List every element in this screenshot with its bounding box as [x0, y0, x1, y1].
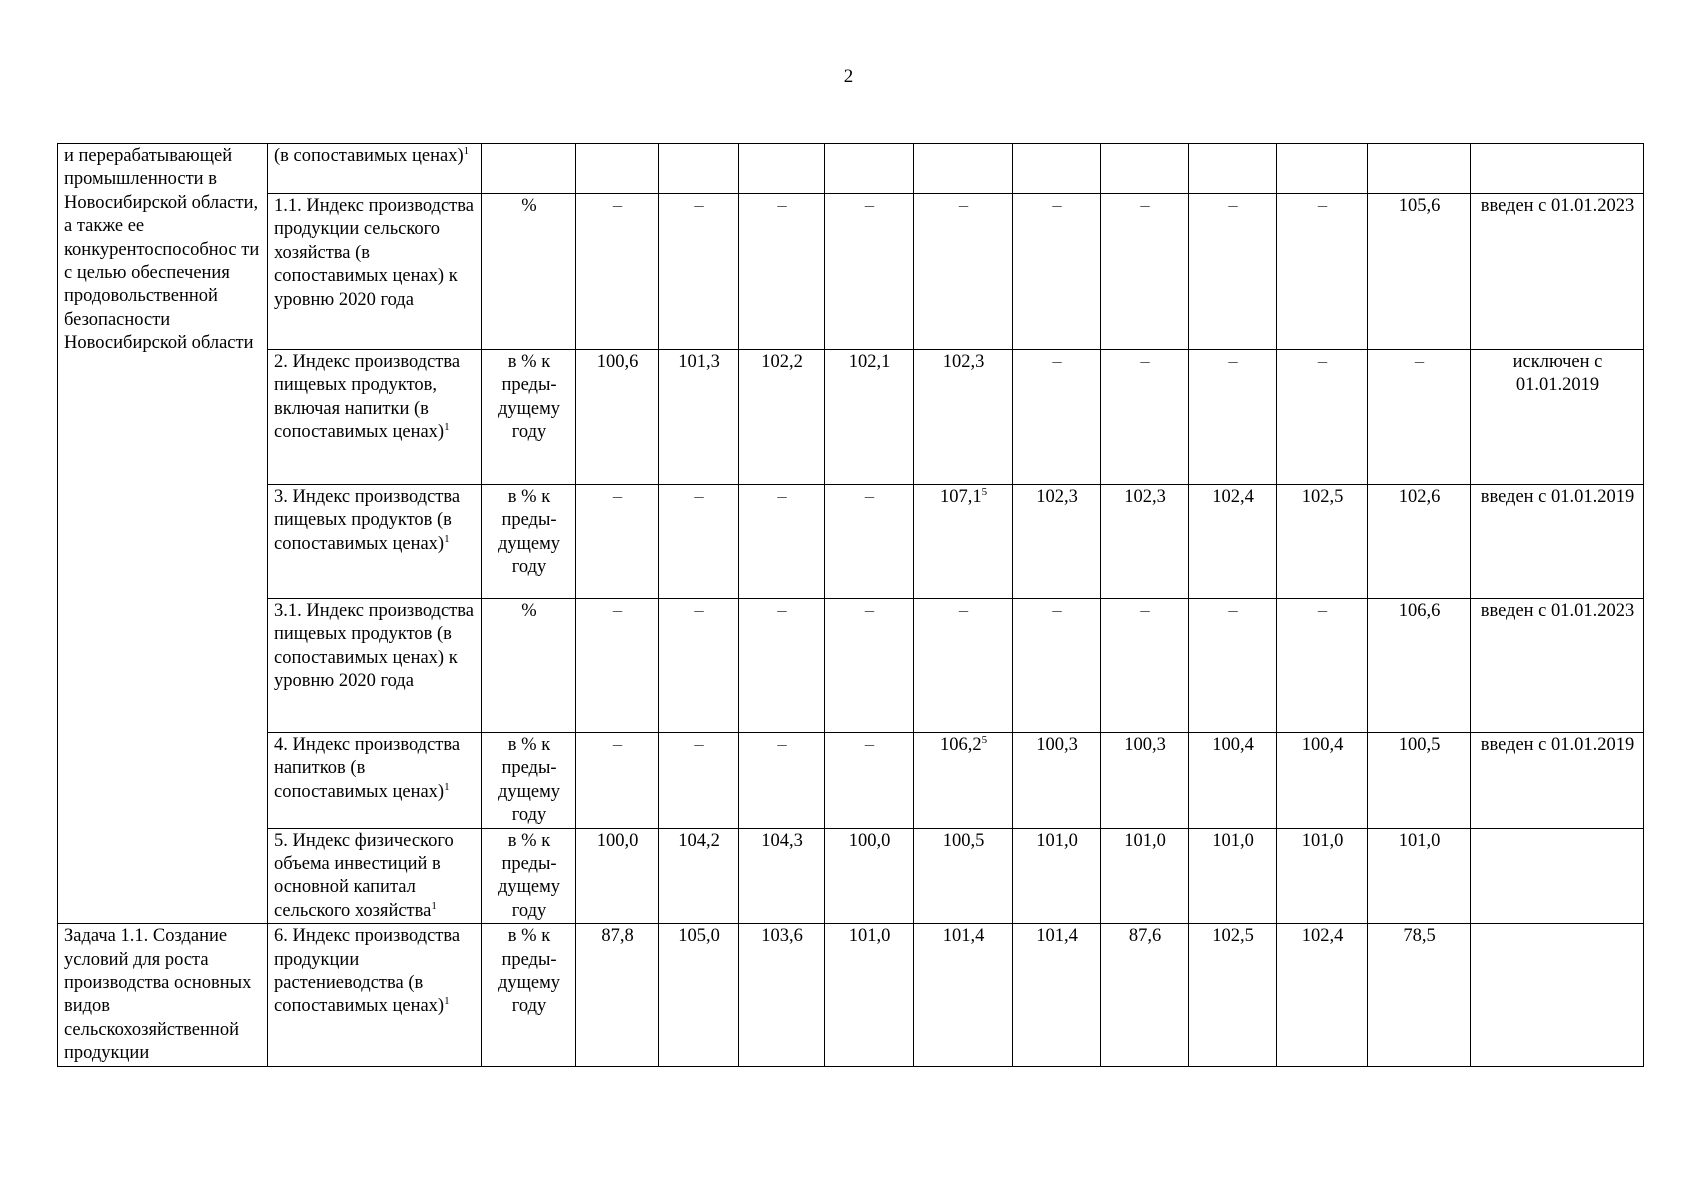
indicator-cell — [268, 924, 482, 1066]
value-cell — [739, 599, 825, 733]
indicator-text: 3.1. Индекс производства пищевых продуктов (в сопоставимых ценах) к уровню 2020 года — [274, 601, 474, 692]
indicator-text: 4. Индекс производства напитков (в сопоставимых ценах) — [274, 735, 461, 802]
value-text: – — [612, 196, 623, 216]
value-text: 101,0 — [848, 926, 891, 947]
value-text: – — [1140, 601, 1150, 621]
value-cell — [1189, 144, 1277, 194]
value-text: 87,6 — [1128, 926, 1162, 947]
value-cell — [825, 194, 914, 350]
value-cell — [1368, 924, 1471, 1066]
value-text: 102,4 — [1212, 487, 1254, 507]
footnote-ref: 1 — [463, 144, 470, 157]
indicator-cell — [268, 194, 482, 350]
value-text: 103,6 — [761, 926, 803, 947]
value-text: – — [1317, 352, 1328, 372]
value-text: – — [612, 601, 623, 621]
value-cell — [576, 924, 659, 1066]
goal-cell: Задача 1.1. Создание условий для роста производства основных видов сельскохозяйственной продукции — [58, 924, 268, 1066]
value-cell — [739, 144, 825, 194]
value-text: 100,0 — [848, 830, 891, 851]
value-text: 100,4 — [1212, 735, 1254, 755]
value-cell — [825, 144, 914, 194]
indicator-cell — [268, 485, 482, 599]
value-text: – — [777, 196, 787, 216]
value-text: – — [694, 487, 704, 507]
value-cell — [825, 599, 914, 733]
value-cell — [739, 924, 825, 1066]
value-cell — [1189, 924, 1277, 1066]
value-cell — [1277, 924, 1368, 1066]
value-cell — [576, 733, 659, 829]
value-text: 102,2 — [761, 352, 803, 372]
value-cell — [1101, 194, 1189, 350]
value-text: 101,0 — [1124, 830, 1166, 851]
footnote-ref: 1 — [444, 421, 450, 434]
note-cell: введен с 01.01.2019 — [1471, 733, 1644, 829]
value-text: 104,2 — [678, 830, 720, 851]
value-text: – — [777, 735, 787, 755]
indicator-text: 1.1. Индекс производства продукции сельского хозяйства (в сопоставимых ценах) к уровню 2020 года — [274, 196, 474, 310]
value-text: 100,3 — [1124, 735, 1166, 755]
value-cell — [914, 144, 1013, 194]
value-cell — [1101, 924, 1189, 1066]
value-cell — [1368, 599, 1471, 733]
value-text: – — [1414, 352, 1425, 372]
value-cell — [576, 599, 659, 733]
table-row — [58, 599, 1644, 733]
footnote-ref: 1 — [444, 780, 450, 793]
value-text: 102,3 — [1036, 487, 1078, 507]
value-text: 102,6 — [1398, 487, 1441, 507]
value-cell — [1368, 485, 1471, 599]
value-text: – — [864, 601, 875, 621]
value-cell — [914, 599, 1013, 733]
value-text: 102,5 — [1212, 926, 1254, 947]
value-cell — [659, 144, 739, 194]
value-text: – — [1052, 352, 1062, 372]
value-cell — [1189, 485, 1277, 599]
value-cell — [1013, 924, 1101, 1066]
value-cell — [1189, 350, 1277, 485]
value-cell — [1277, 485, 1368, 599]
value-cell — [1013, 194, 1101, 350]
unit-cell: в % к преды-дущему году — [482, 485, 576, 599]
value-text: 102,1 — [848, 352, 891, 372]
value-text: – — [1228, 601, 1238, 621]
value-cell — [1189, 828, 1277, 924]
value-cell — [739, 733, 825, 829]
value-text: – — [694, 735, 704, 755]
value-text: 78,5 — [1403, 926, 1436, 947]
value-cell — [739, 828, 825, 924]
value-text: 102,5 — [1301, 487, 1344, 507]
indicator-cell — [268, 733, 482, 829]
value-text: – — [1317, 601, 1328, 621]
value-cell — [1277, 599, 1368, 733]
value-cell — [1368, 828, 1471, 924]
indicator-cell — [268, 828, 482, 924]
footnote-ref: 1 — [431, 899, 437, 912]
value-cell — [659, 599, 739, 733]
value-text: 100,0 — [596, 830, 639, 851]
value-text: 104,3 — [761, 830, 803, 851]
value-text: – — [864, 735, 875, 755]
value-cell — [1013, 485, 1101, 599]
value-cell — [1013, 733, 1101, 829]
value-cell — [825, 733, 914, 829]
value-text: – — [777, 601, 787, 621]
table-row — [58, 144, 1644, 194]
value-cell — [1101, 485, 1189, 599]
value-cell — [659, 194, 739, 350]
value-text: – — [694, 601, 704, 621]
value-cell — [825, 828, 914, 924]
page-number: 2 — [843, 66, 854, 87]
value-text: – — [1140, 352, 1150, 372]
value-cell — [1277, 194, 1368, 350]
table-row — [58, 733, 1644, 829]
unit-cell: в % к преды-дущему году — [482, 350, 576, 485]
footnote-ref: 5 — [981, 733, 988, 746]
value-cell — [914, 485, 1013, 599]
value-text: 101,0 — [1036, 830, 1078, 851]
value-text: 105,0 — [678, 926, 720, 947]
value-text: 100,4 — [1301, 735, 1344, 755]
value-cell — [1013, 350, 1101, 485]
value-cell — [1101, 828, 1189, 924]
value-text: – — [1052, 196, 1062, 216]
value-cell — [1189, 599, 1277, 733]
value-text: – — [864, 487, 875, 507]
value-cell — [659, 733, 739, 829]
unit-cell: % — [482, 194, 576, 350]
value-text: – — [612, 487, 623, 507]
indicator-cell — [268, 144, 482, 194]
value-text: 102,3 — [1124, 487, 1166, 507]
footnote-ref: 1 — [444, 532, 450, 545]
note-cell — [1471, 924, 1644, 1066]
value-cell — [576, 485, 659, 599]
value-cell — [659, 485, 739, 599]
note-cell: исключен с 01.01.2019 — [1471, 350, 1644, 485]
value-text: – — [864, 196, 875, 216]
value-cell — [1189, 733, 1277, 829]
value-cell — [576, 144, 659, 194]
value-text: – — [958, 196, 969, 216]
indicator-text: 5. Индекс физического объема инвестиций в основной капитал сельского хозяйства — [274, 830, 454, 921]
value-cell — [659, 828, 739, 924]
value-cell — [1277, 733, 1368, 829]
note-cell — [1471, 828, 1644, 924]
footnote-ref: 1 — [444, 995, 450, 1008]
value-cell — [739, 485, 825, 599]
value-text: 107,1 — [939, 487, 982, 507]
indicator-text: 6. Индекс производства продукции растениеводства (в сопоставимых ценах) — [274, 926, 461, 1017]
value-cell — [825, 924, 914, 1066]
value-text: 100,5 — [1398, 735, 1441, 755]
table-row — [58, 350, 1644, 485]
value-text: – — [612, 735, 623, 755]
indicator-cell — [268, 350, 482, 485]
indicator-text: 2. Индекс производства пищевых продуктов, включая напитки (в сопоставимых ценах) — [274, 352, 461, 443]
value-text: 100,6 — [596, 352, 639, 372]
value-cell — [1101, 599, 1189, 733]
unit-cell — [482, 144, 576, 194]
value-cell — [1277, 144, 1368, 194]
value-text: – — [777, 487, 787, 507]
value-text: 101,0 — [1301, 830, 1344, 851]
value-cell — [739, 350, 825, 485]
value-cell — [914, 350, 1013, 485]
value-cell — [825, 485, 914, 599]
value-cell — [739, 194, 825, 350]
unit-cell: в % к преды-дущему году — [482, 733, 576, 829]
unit-cell: % — [482, 599, 576, 733]
value-cell — [1368, 733, 1471, 829]
value-text: 101,0 — [1398, 830, 1441, 851]
value-cell — [914, 194, 1013, 350]
value-text: 102,3 — [942, 352, 985, 372]
footnote-ref: 5 — [981, 485, 988, 498]
value-text: 87,8 — [601, 926, 634, 947]
value-cell — [1013, 144, 1101, 194]
value-cell — [1368, 144, 1471, 194]
note-cell: введен с 01.01.2023 — [1471, 599, 1644, 733]
unit-cell: в % к преды-дущему году — [482, 924, 576, 1066]
value-cell — [576, 350, 659, 485]
value-cell — [576, 194, 659, 350]
value-text: 106,2 — [939, 735, 982, 755]
value-cell — [825, 350, 914, 485]
value-text: 101,4 — [942, 926, 985, 947]
value-text: – — [1228, 352, 1238, 372]
value-cell — [1277, 350, 1368, 485]
value-cell — [1101, 733, 1189, 829]
value-cell — [1013, 828, 1101, 924]
note-cell: введен с 01.01.2019 — [1471, 485, 1644, 599]
table-row — [58, 485, 1644, 599]
value-text: 101,3 — [678, 352, 720, 372]
value-cell — [914, 733, 1013, 829]
value-text: 106,6 — [1398, 601, 1441, 621]
value-cell — [1013, 599, 1101, 733]
value-cell — [1277, 828, 1368, 924]
note-cell — [1471, 144, 1644, 194]
table-row — [58, 194, 1644, 350]
indicators-table — [57, 143, 1644, 1067]
value-cell — [576, 828, 659, 924]
value-text: 100,5 — [942, 830, 985, 851]
value-cell — [1101, 144, 1189, 194]
indicator-cell — [268, 599, 482, 733]
value-text: 101,0 — [1212, 830, 1254, 851]
unit-cell: в % к преды-дущему году — [482, 828, 576, 924]
value-cell — [1368, 194, 1471, 350]
indicator-text: 3. Индекс производства пищевых продуктов (в сопоставимых ценах) — [274, 487, 461, 554]
value-text: 102,4 — [1301, 926, 1344, 947]
value-cell — [1101, 350, 1189, 485]
goal-cell: и перерабатывающей промышленности в Новосибирской области, а также ее конкурентоспособнос ти с целью обеспечения продовольственной безопасности Новосибирской области — [58, 144, 268, 924]
note-cell: введен с 01.01.2023 — [1471, 194, 1644, 350]
value-text: – — [1140, 196, 1150, 216]
table-row — [58, 828, 1644, 924]
value-text: – — [1228, 196, 1238, 216]
value-text: – — [694, 196, 704, 216]
table-row — [58, 924, 1644, 1066]
value-cell — [914, 828, 1013, 924]
value-cell — [914, 924, 1013, 1066]
value-cell — [659, 924, 739, 1066]
value-text: 105,6 — [1398, 196, 1441, 216]
value-text: 100,3 — [1036, 735, 1078, 755]
value-cell — [659, 350, 739, 485]
value-cell — [1368, 350, 1471, 485]
value-text: – — [1317, 196, 1328, 216]
value-text: – — [1052, 601, 1062, 621]
indicator-text: (в сопоставимых ценах) — [274, 146, 464, 166]
value-cell — [1189, 194, 1277, 350]
value-text: 101,4 — [1036, 926, 1078, 947]
value-text: – — [958, 601, 969, 621]
